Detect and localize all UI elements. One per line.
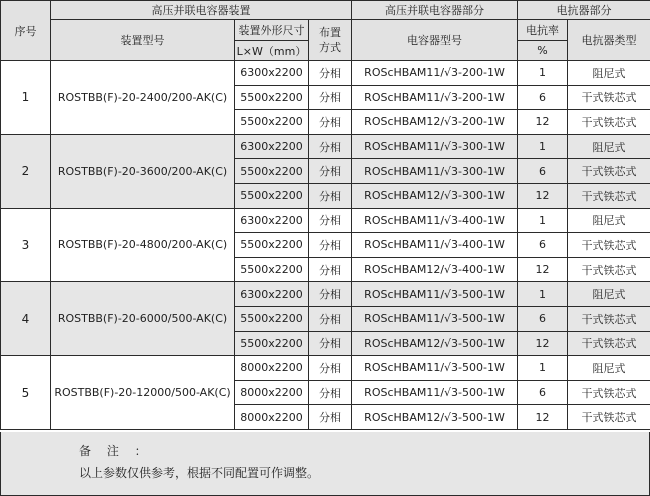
dims-cell: 8000x2200 xyxy=(235,380,309,405)
layout-cell: 分相 xyxy=(309,282,352,307)
table-row xyxy=(1,282,650,307)
reactor-type-cell: 干式铁芯式 xyxy=(568,159,650,184)
dims-cell: 6300x2200 xyxy=(235,134,309,159)
capacitor-model-header: 电容器型号 xyxy=(352,20,518,61)
reactance-rate-header: 电抗率 xyxy=(518,20,568,41)
layout-cell: 分相 xyxy=(309,405,352,430)
layout-cell: 分相 xyxy=(309,380,352,405)
reactance-rate-cell: 1 xyxy=(518,134,568,159)
reactance-rate-cell: 1 xyxy=(518,282,568,307)
reactance-rate-cell: 12 xyxy=(518,405,568,430)
serial-cell: 5 xyxy=(1,356,51,430)
device-model-cell: ROSTBB(F)-20-4800/200-AK(C) xyxy=(51,208,235,282)
reactance-rate-cell: 12 xyxy=(518,331,568,356)
reactor-type-cell: 干式铁芯式 xyxy=(568,85,650,110)
layout-cell: 分相 xyxy=(309,306,352,331)
capacitor-model-cell: ROScHBAM12/√3-300-1W xyxy=(352,183,518,208)
reactor-group-header: 电抗器部分 xyxy=(518,1,650,20)
reactor-type-cell: 干式铁芯式 xyxy=(568,306,650,331)
capacitor-model-cell: ROScHBAM11/√3-200-1W xyxy=(352,85,518,110)
capacitor-model-cell: ROScHBAM11/√3-500-1W xyxy=(352,306,518,331)
layout-header-line2: 方式 xyxy=(319,41,341,54)
layout-cell: 分相 xyxy=(309,61,352,86)
notes-title: 备 注 ： xyxy=(79,444,153,458)
dims-cell: 5500x2200 xyxy=(235,85,309,110)
layout-cell: 分相 xyxy=(309,134,352,159)
layout-cell: 分相 xyxy=(309,208,352,233)
dims-cell: 8000x2200 xyxy=(235,356,309,381)
capacitor-model-cell: ROScHBAM12/√3-200-1W xyxy=(352,110,518,135)
layout-cell: 分相 xyxy=(309,110,352,135)
notes-box xyxy=(0,432,650,496)
table-row xyxy=(1,208,650,233)
capacitor-model-cell: ROScHBAM12/√3-500-1W xyxy=(352,331,518,356)
reactance-rate-cell: 12 xyxy=(518,110,568,135)
capacitor-model-cell: ROScHBAM11/√3-500-1W xyxy=(352,282,518,307)
reactor-type-cell: 干式铁芯式 xyxy=(568,183,650,208)
device-model-cell: ROSTBB(F)-20-6000/500-AK(C) xyxy=(51,282,235,356)
spec-table-body xyxy=(1,61,650,430)
capacitor-model-cell: ROScHBAM11/√3-500-1W xyxy=(352,380,518,405)
reactor-type-cell: 阻尼式 xyxy=(568,134,650,159)
reactance-rate-cell: 12 xyxy=(518,257,568,282)
reactor-type-cell: 阻尼式 xyxy=(568,208,650,233)
serial-cell: 3 xyxy=(1,208,51,282)
reactance-rate-cell: 12 xyxy=(518,183,568,208)
reactor-type-cell: 阻尼式 xyxy=(568,356,650,381)
reactor-type-header: 电抗器类型 xyxy=(568,20,650,61)
dims-title-header: 装置外形尺寸 xyxy=(235,20,309,41)
layout-cell: 分相 xyxy=(309,85,352,110)
capacitor-model-cell: ROScHBAM11/√3-300-1W xyxy=(352,134,518,159)
capacitor-model-cell: ROScHBAM11/√3-400-1W xyxy=(352,208,518,233)
capacitor-model-cell: ROScHBAM12/√3-400-1W xyxy=(352,257,518,282)
device-model-cell: ROSTBB(F)-20-3600/200-AK(C) xyxy=(51,134,235,208)
reactance-rate-cell: 1 xyxy=(518,208,568,233)
reactor-type-cell: 阻尼式 xyxy=(568,61,650,86)
dims-cell: 6300x2200 xyxy=(235,208,309,233)
device-model-cell: ROSTBB(F)-20-12000/500-AK(C) xyxy=(51,356,235,430)
serial-cell: 4 xyxy=(1,282,51,356)
reactance-rate-cell: 6 xyxy=(518,159,568,184)
reactor-type-cell: 干式铁芯式 xyxy=(568,405,650,430)
dims-unit-header: L×W（mm） xyxy=(235,41,309,61)
layout-cell: 分相 xyxy=(309,257,352,282)
reactance-rate-cell: 6 xyxy=(518,306,568,331)
reactor-type-cell: 阻尼式 xyxy=(568,282,650,307)
capacitor-model-cell: ROScHBAM12/√3-500-1W xyxy=(352,405,518,430)
layout-cell: 分相 xyxy=(309,331,352,356)
serial-cell: 1 xyxy=(1,61,51,135)
reactance-rate-cell: 6 xyxy=(518,85,568,110)
notes-text: 以上参数仅供参考，根据不同配置可作调整。 xyxy=(79,466,320,480)
layout-cell: 分相 xyxy=(309,183,352,208)
device-group-header: 高压并联电容器装置 xyxy=(51,1,352,20)
device-model-header: 装置型号 xyxy=(51,20,235,61)
reactance-rate-cell: 1 xyxy=(518,356,568,381)
reactance-rate-cell: 6 xyxy=(518,233,568,258)
table-row xyxy=(1,356,650,381)
dims-cell: 6300x2200 xyxy=(235,282,309,307)
reactor-type-cell: 干式铁芯式 xyxy=(568,233,650,258)
dims-cell: 5500x2200 xyxy=(235,306,309,331)
capacitor-model-cell: ROScHBAM11/√3-500-1W xyxy=(352,356,518,381)
dims-cell: 5500x2200 xyxy=(235,110,309,135)
table-row xyxy=(1,61,650,86)
layout-header-line1: 布置 xyxy=(319,26,341,39)
dims-cell: 8000x2200 xyxy=(235,405,309,430)
layout-cell: 分相 xyxy=(309,356,352,381)
capacitor-model-cell: ROScHBAM11/√3-400-1W xyxy=(352,233,518,258)
capacitor-group-header: 高压并联电容器部分 xyxy=(352,1,518,20)
dims-cell: 5500x2200 xyxy=(235,257,309,282)
reactor-type-cell: 干式铁芯式 xyxy=(568,380,650,405)
table-row xyxy=(1,134,650,159)
capacitor-model-cell: ROScHBAM11/√3-300-1W xyxy=(352,159,518,184)
dims-cell: 5500x2200 xyxy=(235,331,309,356)
device-model-cell: ROSTBB(F)-20-2400/200-AK(C) xyxy=(51,61,235,135)
layout-cell: 分相 xyxy=(309,233,352,258)
dims-cell: 5500x2200 xyxy=(235,183,309,208)
reactance-rate-cell: 6 xyxy=(518,380,568,405)
serial-header: 序号 xyxy=(1,1,51,61)
dims-cell: 5500x2200 xyxy=(235,233,309,258)
reactance-rate-cell: 1 xyxy=(518,61,568,86)
capacitor-model-cell: ROScHBAM11/√3-200-1W xyxy=(352,61,518,86)
reactor-type-cell: 干式铁芯式 xyxy=(568,257,650,282)
reactor-type-cell: 干式铁芯式 xyxy=(568,331,650,356)
reactance-unit-header: % xyxy=(518,41,568,61)
layout-header xyxy=(309,20,352,61)
layout-cell: 分相 xyxy=(309,159,352,184)
dims-cell: 6300x2200 xyxy=(235,61,309,86)
dims-cell: 5500x2200 xyxy=(235,159,309,184)
reactor-type-cell: 干式铁芯式 xyxy=(568,110,650,135)
serial-cell: 2 xyxy=(1,134,51,208)
